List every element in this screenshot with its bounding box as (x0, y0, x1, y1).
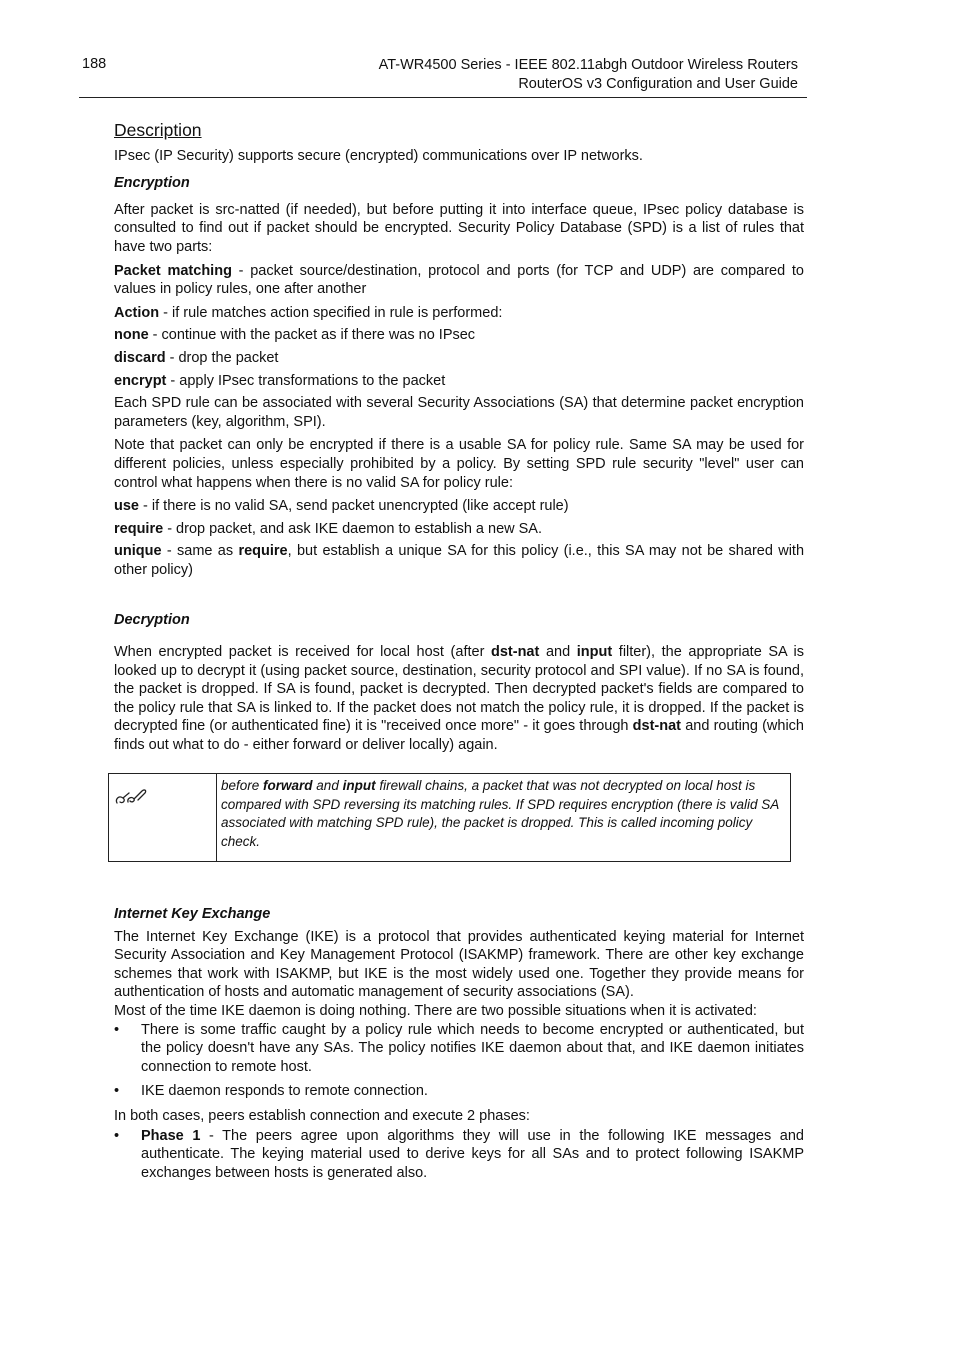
require-text: - drop packet, and ask IKE daemon to establish a new SA. (163, 520, 542, 537)
header-title-line2: RouterOS v3 Configuration and User Guide (518, 76, 798, 92)
note-paragraph: Note that packet can only be encrypted if there is a usable SA for policy rule. Same SA may be used for different policies, unless especially prohibited by a policy. By setting SPD rule security "level" user can control what happens when there is no valid SA for policy rule: (114, 437, 804, 491)
decryption-text-4: and routing (which finds out what to do - either forward or deliver locally) again. (114, 718, 805, 754)
ike-phase-list (114, 1127, 804, 1183)
pen-note-icon (114, 786, 150, 808)
page-number: 188 (82, 56, 107, 72)
packet-matching-item (114, 262, 804, 299)
decryption-bold-input: input (576, 644, 613, 661)
term-none: none (114, 327, 149, 344)
ike-paragraph-2: Most of the time IKE daemon is doing nothing. There are two possible situations when it is activated: (114, 1002, 757, 1019)
none-item (114, 326, 804, 345)
decryption-text-2: and (539, 644, 577, 661)
decryption-text-3: filter), the appropriate SA is looked up to decrypt it (using packet source, destination, security protocol and SPI value). If no SA is found, the packet is dropped. If SA is found, packet is decrypted. Then decrypted packet's fields are compared to the policy rule that SA is linked to. If the packet does not match the policy rule, it is dropped. If the packet is decrypted fine (or authenticated fine) it is "received once more" - it goes through (114, 644, 804, 735)
note-bold-forward: forward (263, 778, 313, 793)
decryption-paragraph (114, 643, 804, 755)
none-text: - continue with the packet as if there was no IPsec (148, 327, 476, 344)
note-text (217, 774, 790, 861)
encrypt-item (114, 372, 804, 391)
note-text-1: before (221, 778, 264, 793)
note-text-3: firewall chains, a packet that was not decrypted on local host is compared with SPD reversing its matching rules. If SPD requires encryption (there is valid SA associated with matching SPD rule), the packet is dropped. This is called incoming policy check. (221, 778, 779, 849)
decryption-bold-dst-nat-2: dst-nat (632, 718, 682, 735)
section-heading-description: Description (114, 120, 202, 140)
term-encrypt: encrypt (114, 372, 167, 389)
header-divider (79, 97, 807, 98)
phase-1-text: - The peers agree upon algorithms they will use in the following IKE messages and authenticate. The keying material used to derive keys for all SAs and to protect following ISAKMP exchanges between hosts is generated also. (141, 1127, 804, 1181)
unique-require-term: require (238, 543, 288, 560)
subheading-ike: Internet Key Exchange (114, 906, 271, 922)
ike-paragraph-3: In both cases, peers establish connection and execute 2 phases: (114, 1107, 530, 1124)
note-bold-input: input (342, 778, 376, 793)
note-text-2: and (312, 778, 343, 793)
term-phase-1: Phase 1 (141, 1127, 201, 1144)
discard-text: - drop the packet (165, 349, 279, 366)
running-header (379, 56, 798, 94)
unique-text-1: - same as (161, 543, 239, 560)
encrypt-text: - apply IPsec transformations to the packet (166, 372, 446, 389)
term-discard: discard (114, 349, 166, 366)
decryption-text-1: When encrypted packet is received for local host (after (114, 644, 491, 661)
unique-item (114, 542, 804, 579)
page-content (114, 119, 804, 760)
term-use: use (114, 498, 139, 515)
unique-text-2: , but establish a unique SA for this policy (i.e., this SA may not be shared with other policy) (114, 543, 805, 578)
ike-paragraph-1: The Internet Key Exchange (IKE) is a protocol that provides authenticated keying material for Internet Security Association and Key Management Protocol (ISAKMP) framework. There are other key exchange schemes that work with ISAKMP, but IKE is the most widely used one. Together they provide means for authentication of hosts and automatic management of security associations (SA). (114, 928, 804, 1001)
use-text: - if there is no valid SA, send packet unencrypted (like accept rule) (139, 498, 569, 515)
action-text: - if rule matches action specified in rule is performed: (159, 304, 503, 321)
sa-paragraph: Each SPD rule can be associated with several Security Associations (SA) that determine packet encryption parameters (key, algorithm, SPI). (114, 395, 804, 430)
term-action: Action (114, 304, 160, 321)
encryption-paragraph: After packet is src-natted (if needed), but before putting it into interface queue, IPsec policy database is consulted to find out if packet should be encrypted. Security Policy Database (SPD) is a list of rules that have two parts: (114, 201, 804, 255)
note-box (108, 773, 791, 862)
ike-activation-list (114, 1021, 804, 1101)
use-item (114, 497, 804, 516)
subheading-encryption: Encryption (114, 175, 190, 192)
require-item (114, 520, 804, 539)
term-unique: unique (114, 543, 162, 560)
term-require: require (114, 520, 164, 537)
description-intro: IPsec (IP Security) supports secure (encrypted) communications over IP networks. (114, 147, 643, 164)
packet-matching-text: - packet source/destination, protocol and ports (for TCP and UDP) are compared to values in policy rules, one after another (114, 262, 804, 298)
action-item (114, 304, 804, 323)
note-icon-cell (109, 774, 217, 861)
decryption-bold-dst-nat: dst-nat (491, 644, 540, 661)
discard-item (114, 349, 804, 368)
term-packet-matching: Packet matching (114, 262, 232, 279)
ike-section (114, 905, 804, 1188)
list-item (114, 1127, 804, 1183)
header-title-line1: AT-WR4500 Series - IEEE 802.11abgh Outdoor Wireless Routers (378, 57, 798, 73)
list-item: • IKE daemon responds to remote connection. (114, 1082, 804, 1101)
list-item: • There is some traffic caught by a policy rule which needs to become encrypted or authenticated, but the policy doesn't have any SAs. The policy notifies IKE daemon about that, and IKE daemon initiates connection to remote host. (114, 1021, 804, 1077)
subheading-decryption: Decryption (114, 612, 190, 629)
